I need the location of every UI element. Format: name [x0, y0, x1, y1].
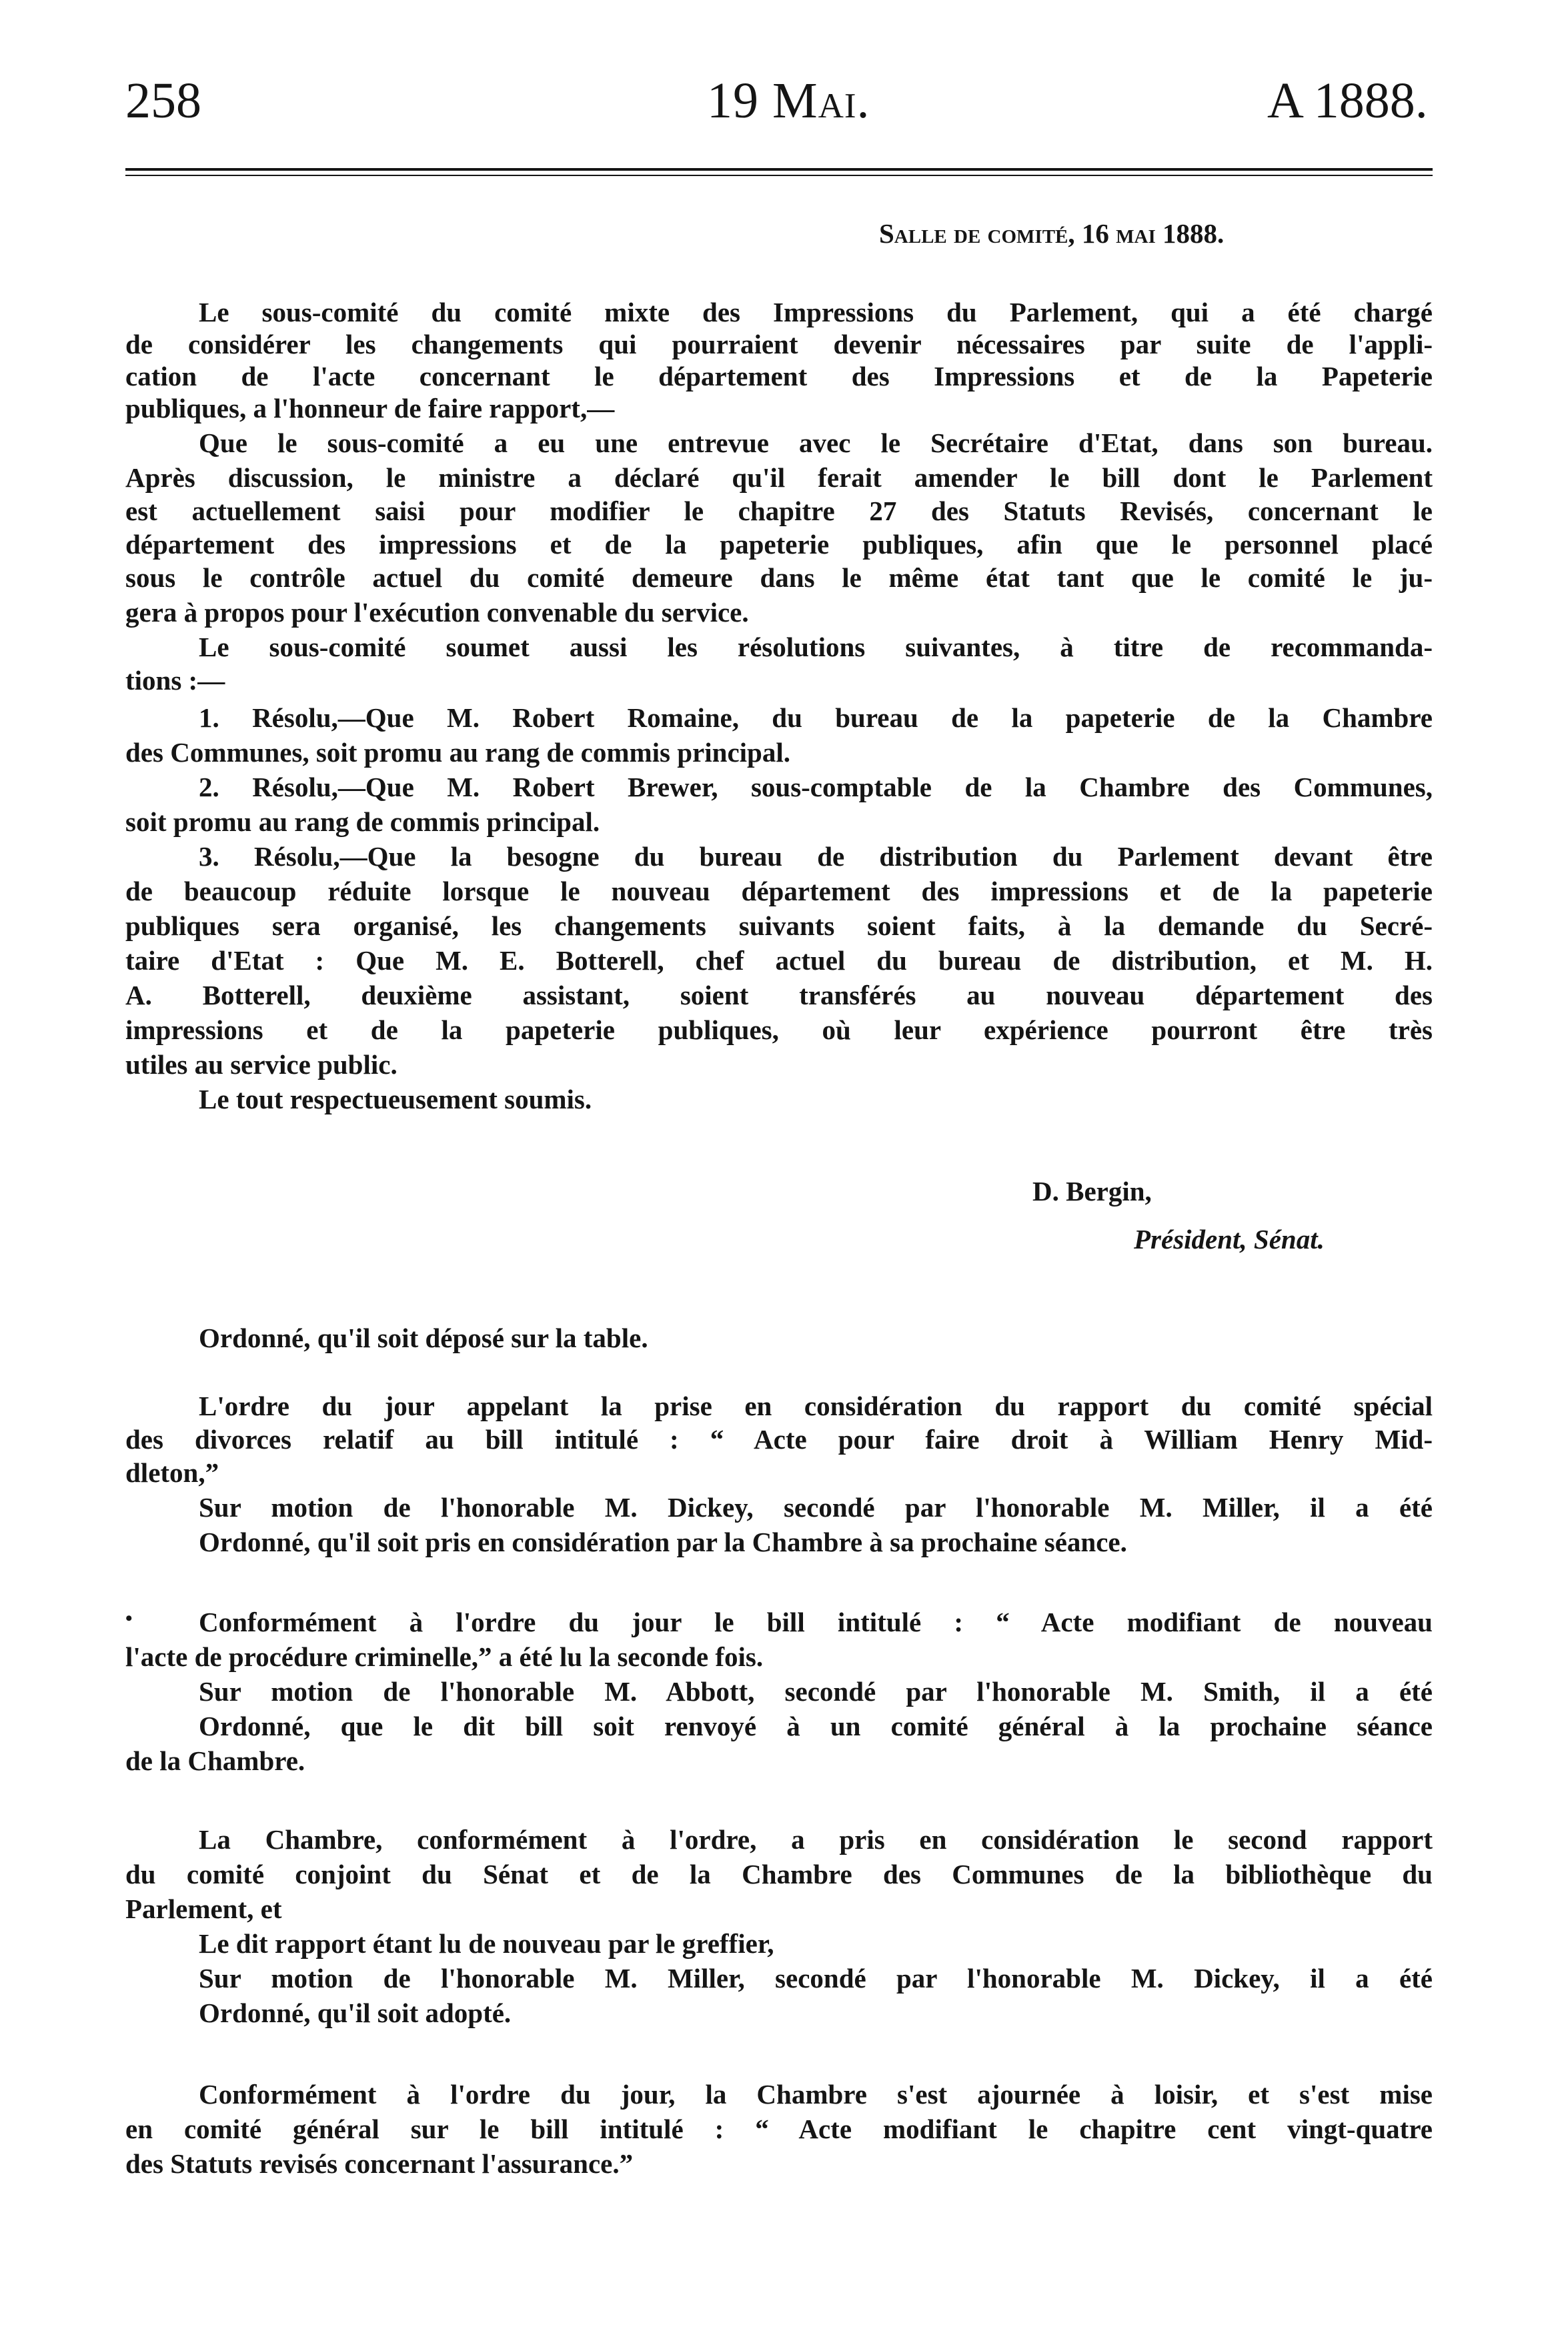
- resolution-line: de beaucoup réduite lorsque le nouveau département des impressions et de la papeterie: [125, 876, 1433, 906]
- signature-name: D. Bergin,: [1032, 1176, 1152, 1207]
- resolution-line: publiques sera organisé, les changements suivants soient faits, à la demande du Secré-: [125, 910, 1433, 941]
- bullet-mark: •: [125, 1607, 133, 1629]
- report-closing: Le tout respectueusement soumis.: [199, 1084, 592, 1114]
- resolution-line: 1. Résolu,—Que M. Robert Romaine, du bureau de la papeterie de la Chambre: [199, 702, 1433, 733]
- criminal-act-line: de la Chambre.: [125, 1745, 305, 1776]
- report-line: de considérer les changements qui pourraient devenir nécessaires par suite de l'appli-: [125, 329, 1433, 359]
- report-line: Le sous-comité soumet aussi les résolutions suivantes, à titre de recommanda-: [199, 632, 1433, 662]
- report-line: sous le contrôle actuel du comité demeure dans le même état tant que le comité le ju-: [125, 562, 1433, 593]
- report-line: Le sous-comité du comité mixte des Impressions du Parlement, qui a été chargé: [199, 297, 1433, 327]
- header-rule-thin: [125, 175, 1433, 176]
- resolution-line: utiles au service public.: [125, 1049, 398, 1080]
- library-report-line: Parlement, et: [125, 1893, 282, 1924]
- report-line: gera à propos pour l'exécution convenable du service.: [125, 597, 749, 628]
- signature-title: Président, Sénat.: [1134, 1224, 1325, 1255]
- resolution-line: taire d'Etat : Que M. E. Botterell, chef actuel du bureau de distribution, et M. H.: [125, 945, 1433, 976]
- resolution-line: A. Botterell, deuxième assistant, soient transférés au nouveau département des: [125, 980, 1433, 1010]
- library-report-line: Le dit rapport étant lu de nouveau par le greffier,: [199, 1928, 774, 1959]
- dateline: Salle de comité, 16 mai 1888.: [879, 218, 1225, 249]
- resolution-line: soit promu au rang de commis principal.: [125, 806, 600, 837]
- insurance-act-line: en comité général sur le bill intitulé : “ Acte modifiant le chapitre cent vingt-quatre: [125, 2114, 1433, 2144]
- insurance-act-line: Conformément à l'ordre du jour, la Chambre s'est ajournée à loisir, et s'est mise: [199, 2079, 1433, 2110]
- divorce-paragraph-line: L'ordre du jour appelant la prise en considération du rapport du comité spécial: [199, 1391, 1433, 1421]
- library-order: Ordonné, qu'il soit adopté.: [199, 1998, 512, 2028]
- divorce-paragraph-line: des divorces relatif au bill intitulé : “ Acte pour faire droit à William Henry Mid-: [125, 1424, 1433, 1455]
- header-rule: [125, 168, 1433, 171]
- report-line: est actuellement saisi pour modifier le chapitre 27 des Statuts Revisés, concernant le: [125, 496, 1433, 526]
- library-report-line: La Chambre, conformément à l'ordre, a pris en considération le second rapport: [199, 1824, 1433, 1855]
- header-year: A 1888.: [1267, 73, 1428, 129]
- library-report-line: du comité conjoint du Sénat et de la Chambre des Communes de la bibliothèque du: [125, 1859, 1433, 1889]
- resolution-line: 3. Résolu,—Que la besogne du bureau de distribution du Parlement devant être: [199, 841, 1433, 872]
- divorce-order: Ordonné, qu'il soit pris en considération par la Chambre à sa prochaine séance.: [199, 1527, 1127, 1557]
- header-date: 19 Mai.: [707, 73, 870, 129]
- divorce-paragraph-line: Sur motion de l'honorable M. Dickey, secondé par l'honorable M. Miller, il a été: [199, 1492, 1433, 1523]
- order-tabled: Ordonné, qu'il soit déposé sur la table.: [199, 1323, 648, 1353]
- criminal-act-line: Conformément à l'ordre du jour le bill intitulé : “ Acte modifiant de nouveau: [199, 1607, 1433, 1637]
- report-line: Que le sous-comité a eu une entrevue avec le Secrétaire d'Etat, dans son bureau.: [199, 428, 1433, 458]
- divorce-paragraph-line: dleton,”: [125, 1457, 219, 1488]
- resolution-line: des Communes, soit promu au rang de commis principal.: [125, 737, 790, 768]
- criminal-act-line: Ordonné, que le dit bill soit renvoyé à un comité général à la prochaine séance: [199, 1711, 1433, 1741]
- insurance-act-line: des Statuts revisés concernant l'assurance.”: [125, 2148, 634, 2179]
- report-line: publiques, a l'honneur de faire rapport,—: [125, 393, 615, 424]
- page-number: 258: [125, 73, 201, 129]
- resolution-line: impressions et de la papeterie publiques, où leur expérience pourront être très: [125, 1014, 1433, 1045]
- criminal-act-line: Sur motion de l'honorable M. Abbott, secondé par l'honorable M. Smith, il a été: [199, 1676, 1433, 1707]
- report-line: tions :—: [125, 665, 225, 696]
- criminal-act-line: l'acte de procédure criminelle,” a été lu la seconde fois.: [125, 1641, 764, 1672]
- resolution-line: 2. Résolu,—Que M. Robert Brewer, sous-comptable de la Chambre des Communes,: [199, 772, 1433, 802]
- report-line: Après discussion, le ministre a déclaré qu'il ferait amender le bill dont le Parlement: [125, 462, 1433, 493]
- report-line: cation de l'acte concernant le département des Impressions et de la Papeterie: [125, 361, 1433, 392]
- library-report-line: Sur motion de l'honorable M. Miller, secondé par l'honorable M. Dickey, il a été: [199, 1963, 1433, 1994]
- report-line: département des impressions et de la papeterie publiques, afin que le personnel placé: [125, 529, 1433, 560]
